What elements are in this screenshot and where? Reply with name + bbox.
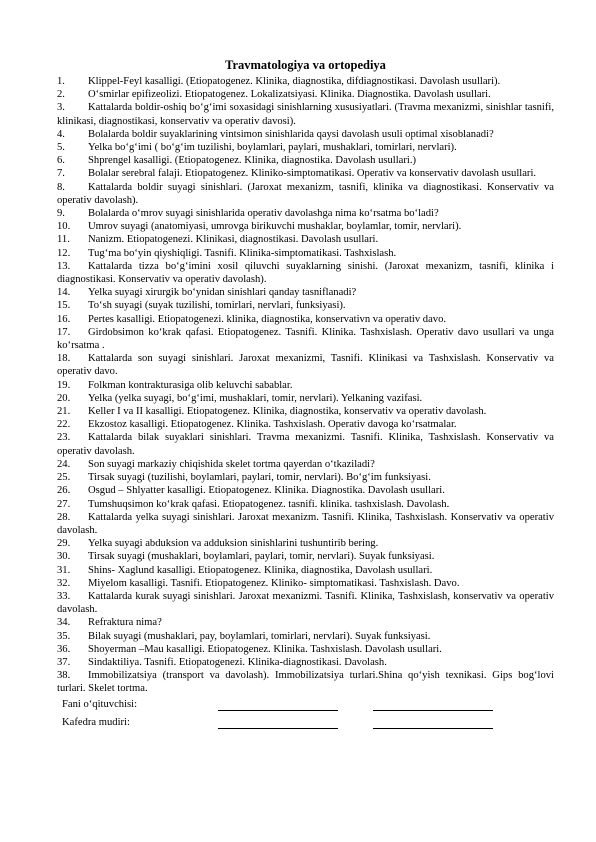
question-text: Kattalarda boldir-oshiq bo‘g‘imi soxasidagi sinishlarning xususiyatlari. (Travma mexanizmi, sinishlar tasnifi, klinikasi, diagnostikasi, konservativ va operativ davosi). [57, 102, 554, 127]
question-text: Nanizm. Etiopatogenezi. Klinikasi, diagnostikasi. Davolash usullari. [88, 234, 379, 246]
question-item [57, 643, 554, 656]
question-number: 13. [57, 260, 71, 272]
question-item [57, 431, 554, 457]
question-text: Keller I va II kasalligi. Etiopatogenez. Klinika, diagnostika, konservativ va operativ davolash. [88, 406, 487, 418]
question-item [57, 181, 554, 207]
question-item [57, 220, 554, 233]
question-item [57, 101, 554, 127]
question-item [57, 326, 554, 352]
question-text: Bilak suyagi (mushaklari, pay, boylamlari, tomirlari, nervlari). Suyak funksiyasi. [88, 630, 431, 642]
question-number: 32. [57, 577, 71, 589]
question-number: 15. [57, 300, 71, 312]
question-text: Tirsak suyagi (mushaklari, boylamlari, paylari, tomir, nervlari). Suyak funksiyasi. [88, 551, 435, 563]
question-number: 27. [57, 498, 71, 510]
question-text: Shins- Xaglund kasalligi. Etiopatogenez. Klinika, diagnostika, Davolash usullari. [88, 564, 433, 576]
question-text: Tumshuqsimon ko‘krak qafasi. Etiopatogenez. tasnifi. klinika. tashxislash. Davolash. [88, 498, 450, 510]
question-number: 1. [57, 76, 65, 87]
question-text: Umrov suyagi (anatomiyasi, umrovga birikuvchi mushaklar, boylamlar, tomir, nervlari). [88, 221, 462, 233]
question-item [57, 167, 554, 180]
question-item [57, 128, 554, 141]
question-item [57, 550, 554, 563]
question-item [57, 656, 554, 669]
question-item [57, 616, 554, 629]
question-number: 28. [57, 511, 71, 523]
question-text: Yelka (yelka suyagi, bo‘g‘imi, mushaklari, tomir, nervlari). Yelkaning vazifasi. [88, 392, 423, 404]
signature-row [57, 698, 554, 716]
question-text: Yelka bo‘g‘imi ( bo‘g‘im tuzilishi, boylamlari, paylari, mushaklari, tomirlari, nervlari). [88, 142, 457, 154]
question-text: To‘sh suyagi (suyak tuzilishi, tomirlari, nervlari, funksiyasi). [88, 300, 346, 312]
question-item [57, 405, 554, 418]
question-number: 21. [57, 406, 71, 418]
question-text: Osgud – Shlyatter kasalligi. Etiopatogenez. Klinika. Diagnostika. Davolash usullari. [88, 485, 445, 497]
question-item [57, 498, 554, 511]
signature-label: Fani o‘qituvchisi: [62, 698, 138, 710]
question-number: 35. [57, 630, 71, 642]
question-text: Bolalar serebral falaji. Etiopatogenez. Kliniko-simptomatikasi. Operativ va konservativ davolash usullari. [88, 168, 537, 180]
question-item [57, 233, 554, 246]
question-item [57, 590, 554, 616]
question-item [57, 75, 554, 88]
question-number: 37. [57, 656, 71, 668]
question-text: Tirsak suyagi (tuzilishi, boylamlari, paylari, tomir, nervlari). Bo‘g‘im funksiyasi. [88, 472, 431, 484]
question-number: 6. [57, 155, 65, 167]
name-line [373, 728, 493, 729]
question-number: 4. [57, 128, 65, 140]
question-item [57, 630, 554, 643]
question-text: Kattalarda bilak suyaklari sinishlari. Travma mexanizmi. Tasnifi. Klinika, Tashxislash. Konservativ va operativ davolash. [57, 432, 554, 457]
name-line [373, 710, 493, 711]
question-item [57, 207, 554, 220]
question-text: O‘smirlar epifizeolizi. Etiopatogenez. Lokalizatsiyasi. Klinika. Diagnostika. Davolash usullari. [88, 89, 491, 101]
question-number: 14. [57, 287, 71, 299]
question-number: 18. [57, 353, 71, 365]
question-number: 10. [57, 221, 71, 233]
question-text: Klippel-Feyl kasalligi. (Etiopatogenez. Klinika, diagnostika, difdiagnostikasi. Davolash usullari). [88, 76, 501, 87]
question-text: Bolalarda o‘mrov suyagi sinishlarida operativ davolashga nima ko‘rsatma bo‘ladi? [88, 208, 439, 220]
question-number: 20. [57, 392, 71, 404]
question-number: 7. [57, 168, 65, 180]
signature-line [218, 710, 338, 711]
question-text: Kattalarda boldir suyagi sinishlari. (Jaroxat mexanizm, tasnifi, klinika va diagnostikasi. Konservativ va operativ davolash). [57, 181, 554, 206]
page-title: Travmatologiya va ortopediya [225, 58, 386, 72]
question-text: Sindaktiliya. Tasnifi. Etiopatogenezi. Klinika-diagnostikasi. Davolash. [88, 656, 387, 668]
question-item [57, 392, 554, 405]
question-number: 16. [57, 313, 71, 325]
question-number: 23. [57, 432, 71, 444]
question-number: 25. [57, 472, 71, 484]
question-text: Ekzostoz kasalligi. Etiopatogenez. Klinika. Tashxislash. Operativ davoga ko‘rsatmalar. [88, 419, 457, 431]
question-item [57, 418, 554, 431]
question-number: 11. [57, 234, 70, 246]
question-item [57, 88, 554, 101]
question-item [57, 471, 554, 484]
question-text: Folkman kontrakturasiga olib keluvchi sabablar. [88, 379, 293, 391]
question-number: 34. [57, 617, 71, 629]
question-text: Kattalarda yelka suyagi sinishlari. Jaroxat mexanizm. Tasnifi. Klinika, Tashxislash. Konservativ va operativ davolash. [57, 511, 554, 536]
question-number: 36. [57, 643, 71, 655]
question-number: 33. [57, 590, 71, 602]
question-number: 17. [57, 326, 71, 338]
question-item [57, 537, 554, 550]
question-item [57, 577, 554, 590]
question-number: 24. [57, 458, 71, 470]
question-text: Refraktura nima? [88, 617, 162, 629]
question-number: 30. [57, 551, 71, 563]
question-item [57, 352, 554, 378]
question-number: 3. [57, 102, 65, 114]
question-text: Kattalarda son suyagi sinishlari. Jaroxat mexanizmi, Tasnifi. Klinikasi va Tashxislash. Konservativ va operativ davo. [57, 353, 554, 378]
question-item [57, 669, 554, 695]
question-item [57, 260, 554, 286]
question-item [57, 458, 554, 471]
question-text: Shprengel kasalligi. (Etiopatogenez. Klinika, diagnostika. Davolash usullari.) [88, 155, 417, 167]
question-item [57, 141, 554, 154]
question-text: Kattalarda kurak suyagi sinishlari. Jaroxat mexanizmi. Tasnifi. Klinika, Tashxislash, konservativ va operativ davolash. [57, 590, 554, 616]
question-item [57, 484, 554, 497]
question-item [57, 564, 554, 577]
question-text: Bolalarda boldir suyaklarining vintsimon sinishlarida qaysi davolash usuli optimal xisoblanadi? [88, 128, 494, 140]
question-number: 29. [57, 538, 71, 550]
signature-line [218, 728, 338, 729]
signature-row [57, 716, 554, 734]
question-item [57, 511, 554, 537]
question-text: Kattalarda tizza bo‘g‘imini xosil qiluvchi suyaklarning sinishi. (Jaroxat mexanizm, tasnifi, klinika i diagnostikasi. Konservativ va operativ davolash). [57, 260, 554, 286]
question-text: Miyelom kasalligi. Tasnifi. Etiopatogenez. Kliniko- simptomatikasi. Tashxislash. Davo. [88, 577, 460, 589]
question-text: Son suyagi markaziy chiqishida skelet tortma qayerdan o‘tkaziladi? [88, 458, 375, 470]
question-item [57, 247, 554, 260]
question-number: 9. [57, 208, 65, 220]
question-text: Pertes kasalligi. Etiopatogenezi. klinika, diagnostika, konservativn va operativ davo. [88, 313, 447, 325]
signature-block [57, 698, 554, 734]
question-number: 38. [57, 670, 71, 682]
question-list [57, 75, 554, 696]
question-text: Yelka suyagi abduksion va adduksion sinishlarini tushuntirib bering. [88, 538, 379, 550]
question-number: 12. [57, 247, 71, 259]
question-number: 19. [57, 379, 71, 391]
question-item [57, 379, 554, 392]
question-number: 26. [57, 485, 71, 497]
question-text: Girdobsimon ko‘krak qafasi. Etiopatogenez. Tasnifi. Klinika. Tashxislash. Operativ davo usullari va unga ko‘rsatma . [57, 326, 554, 352]
question-item [57, 154, 554, 167]
question-number: 8. [57, 181, 65, 193]
question-number: 2. [57, 89, 65, 101]
question-item [57, 313, 554, 326]
question-text: Tug‘ma bo‘yin qiyshiqligi. Tasnifi. Klinika-simptomatikasi. Tashxislash. [88, 247, 397, 259]
question-number: 22. [57, 419, 71, 431]
question-item [57, 299, 554, 312]
question-number: 5. [57, 142, 65, 154]
question-number: 31. [57, 564, 71, 576]
signature-label: Kafedra mudiri: [62, 716, 130, 728]
question-text: Yelka suyagi xirurgik bo‘ynidan sinishlari qanday tasniflanadi? [88, 287, 357, 299]
question-item [57, 286, 554, 299]
question-text: Immobilizatsiya (transport va davolash). Immobilizatsiya turlari.Shina qo‘yish texnikasi. Gips bog‘lovi turlari. Skelet tortma. [57, 670, 554, 695]
question-text: Shoyerman –Mau kasalligi. Etiopatogenez. Klinika. Tashxislash. Davolash usullari. [88, 643, 442, 655]
